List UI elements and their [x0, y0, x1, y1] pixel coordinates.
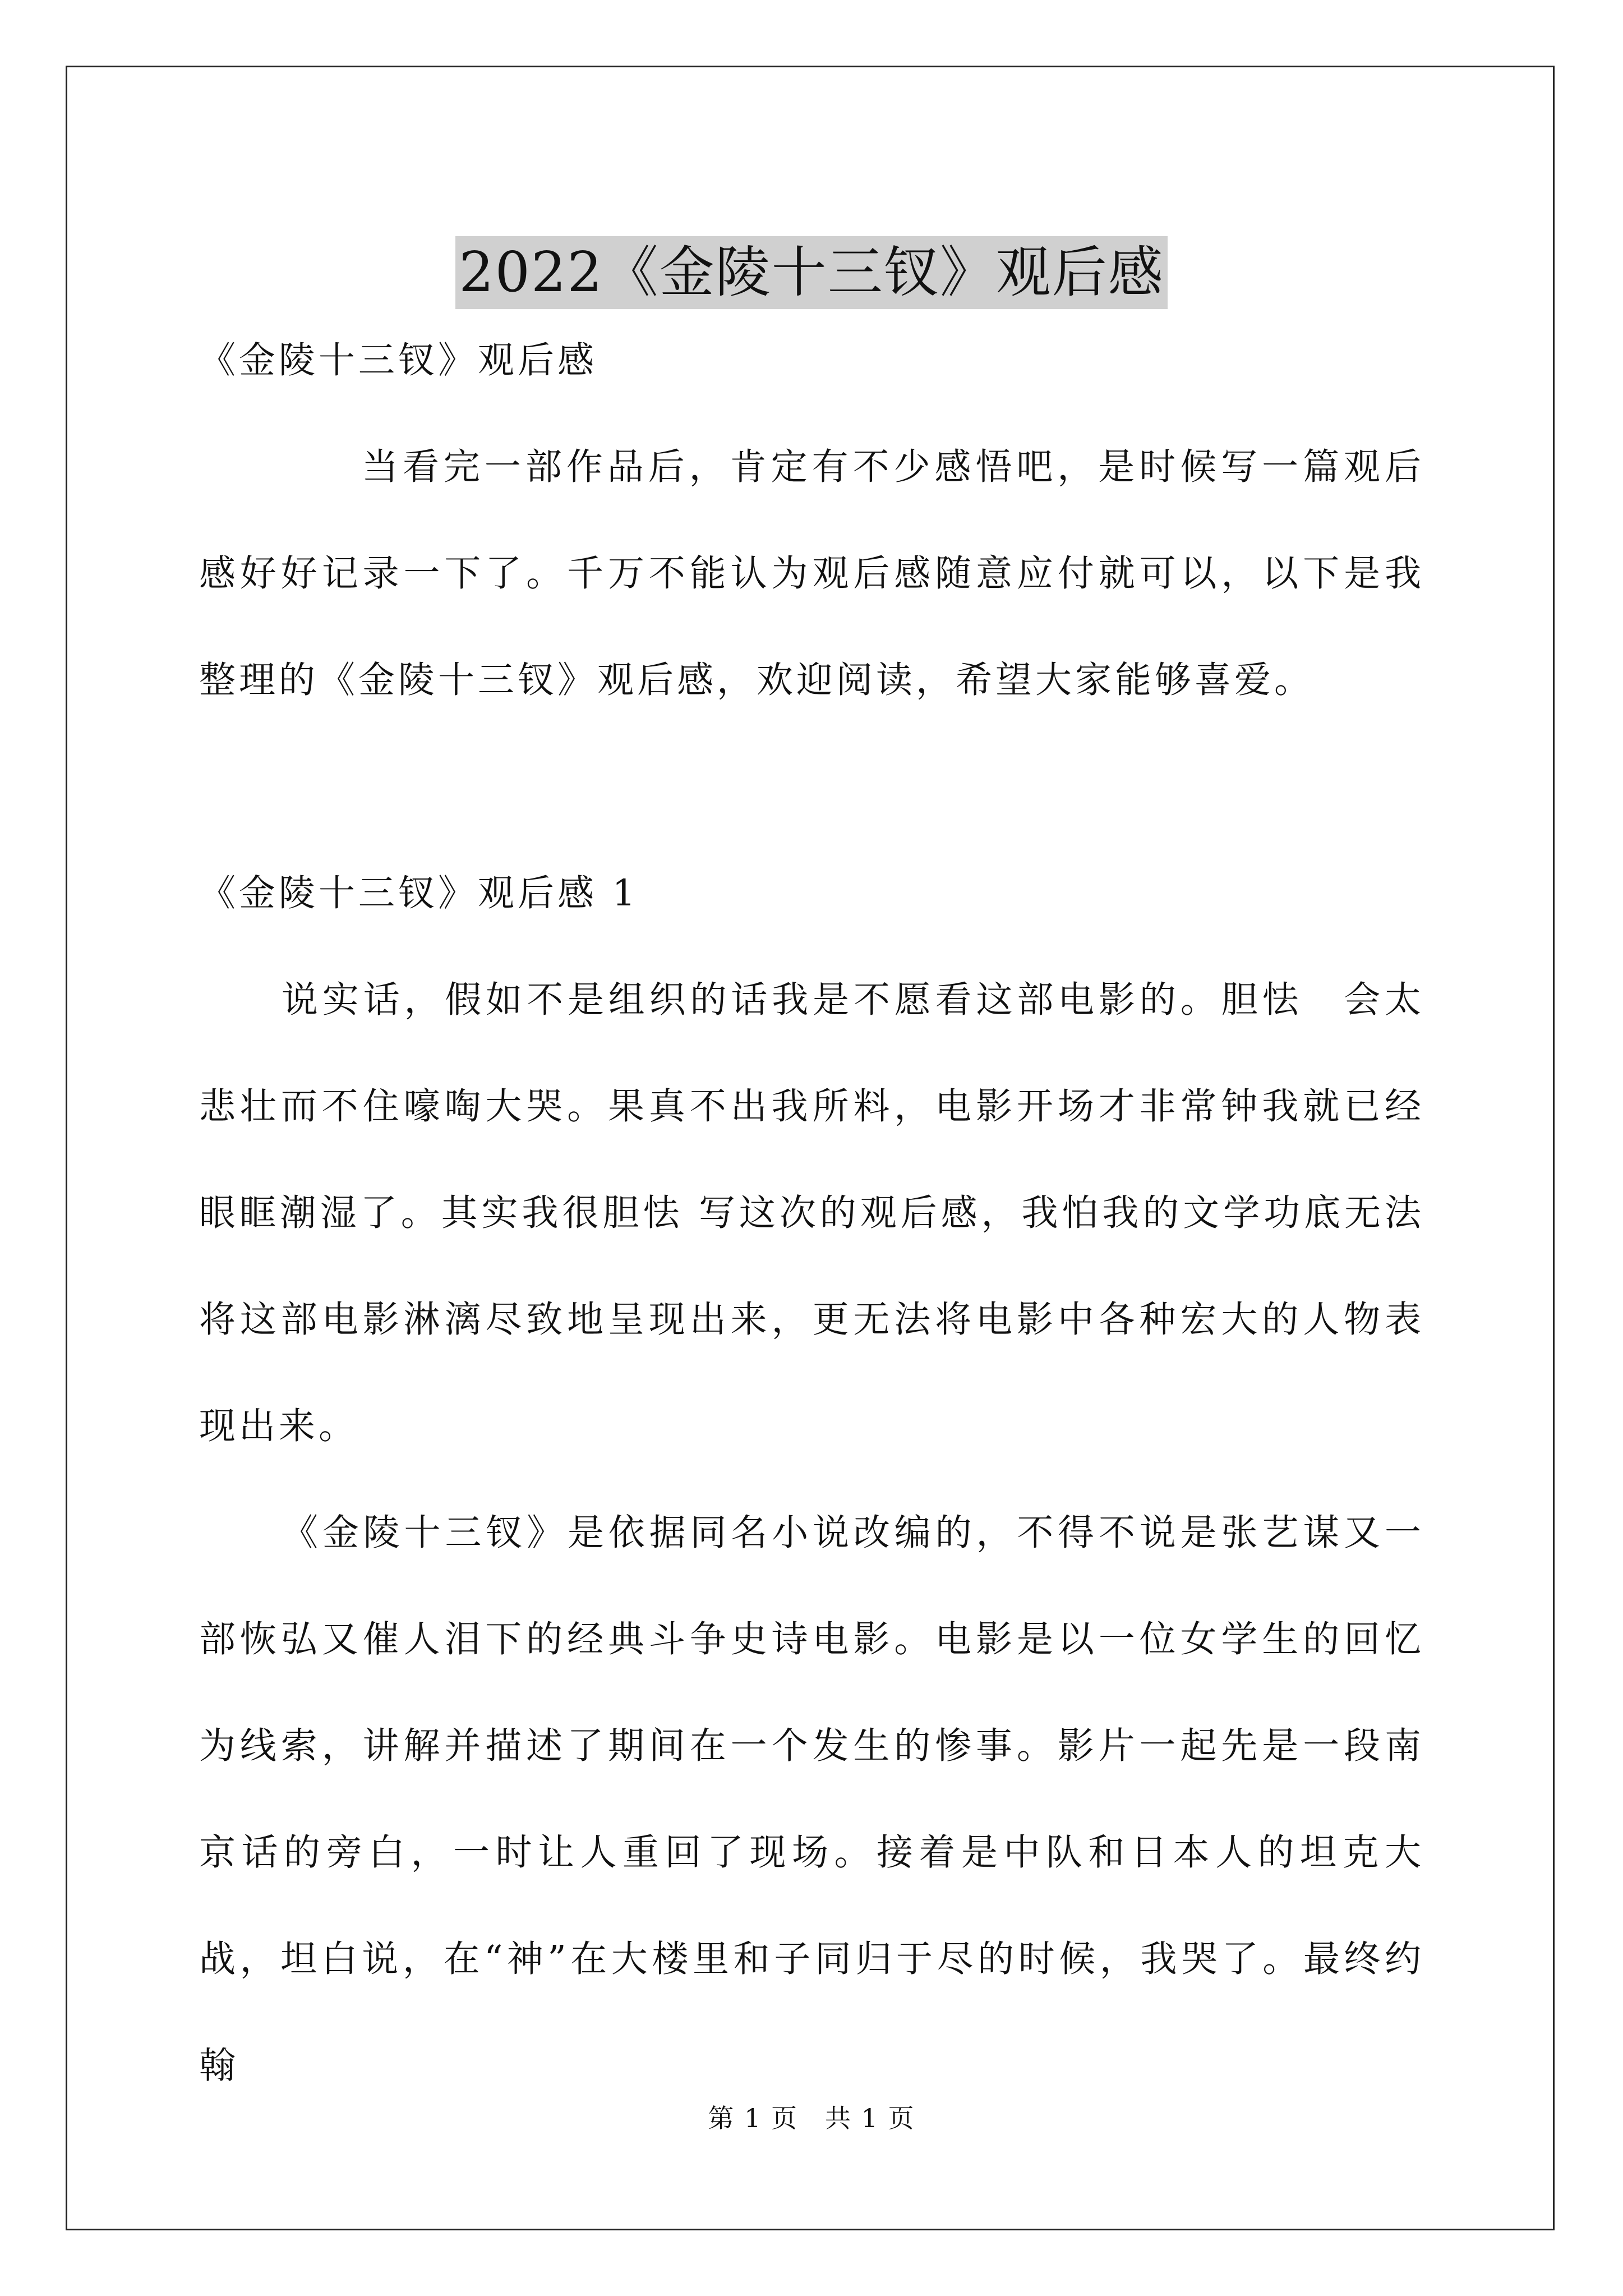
document-subtitle: 《金陵十三钗》观后感 — [199, 339, 598, 381]
body-paragraph-1: 说实话，假如不是组织的话我是不愿看这部电影的。胆怯 会太悲壮而不住嚎啕大哭。果真不出我所料，电影开场才非常钟我就已经眼眶潮湿了。其实我很胆怯 写这次的观后感，我怕我的文学功底无法将这部电影淋漓尽致地呈现出来，更无法将电影中各种宏大的人物表现出来。 — [199, 979, 1424, 1447]
intro-paragraph: 当看完一部作品后，肯定有不少感悟吧，是时候写一篇观后感好好记录一下了。千万不能认为观后感随意应付就可以，以下是我整理的《金陵十三钗》观后感，欢迎阅读，希望大家能够喜爱。 — [199, 446, 1424, 701]
body-paragraph-2: 《金陵十三钗》是依据同名小说改编的，不得不说是张艺谋又一部恢弘又催人泪下的经典斗争史诗电影。电影是以一位女学生的回忆为线索，讲解并描述了期间在一个发生的惨事。影片一起先是一段南京话的旁白，一时让人重回了现场。接着是中队和日本人的坦克大战，坦白说，在“神”在大楼里和子同归于尽的时候，我哭了。最终约翰 — [199, 1512, 1424, 2087]
document-title: 2022《金陵十三钗》观后感 — [455, 236, 1167, 309]
section-gap — [199, 734, 1424, 840]
document-body — [199, 307, 1424, 2119]
section-heading: 《金陵十三钗》观后感 1 — [199, 872, 639, 914]
page-footer: 第 1 页 共 1 页 — [708, 2103, 915, 2133]
